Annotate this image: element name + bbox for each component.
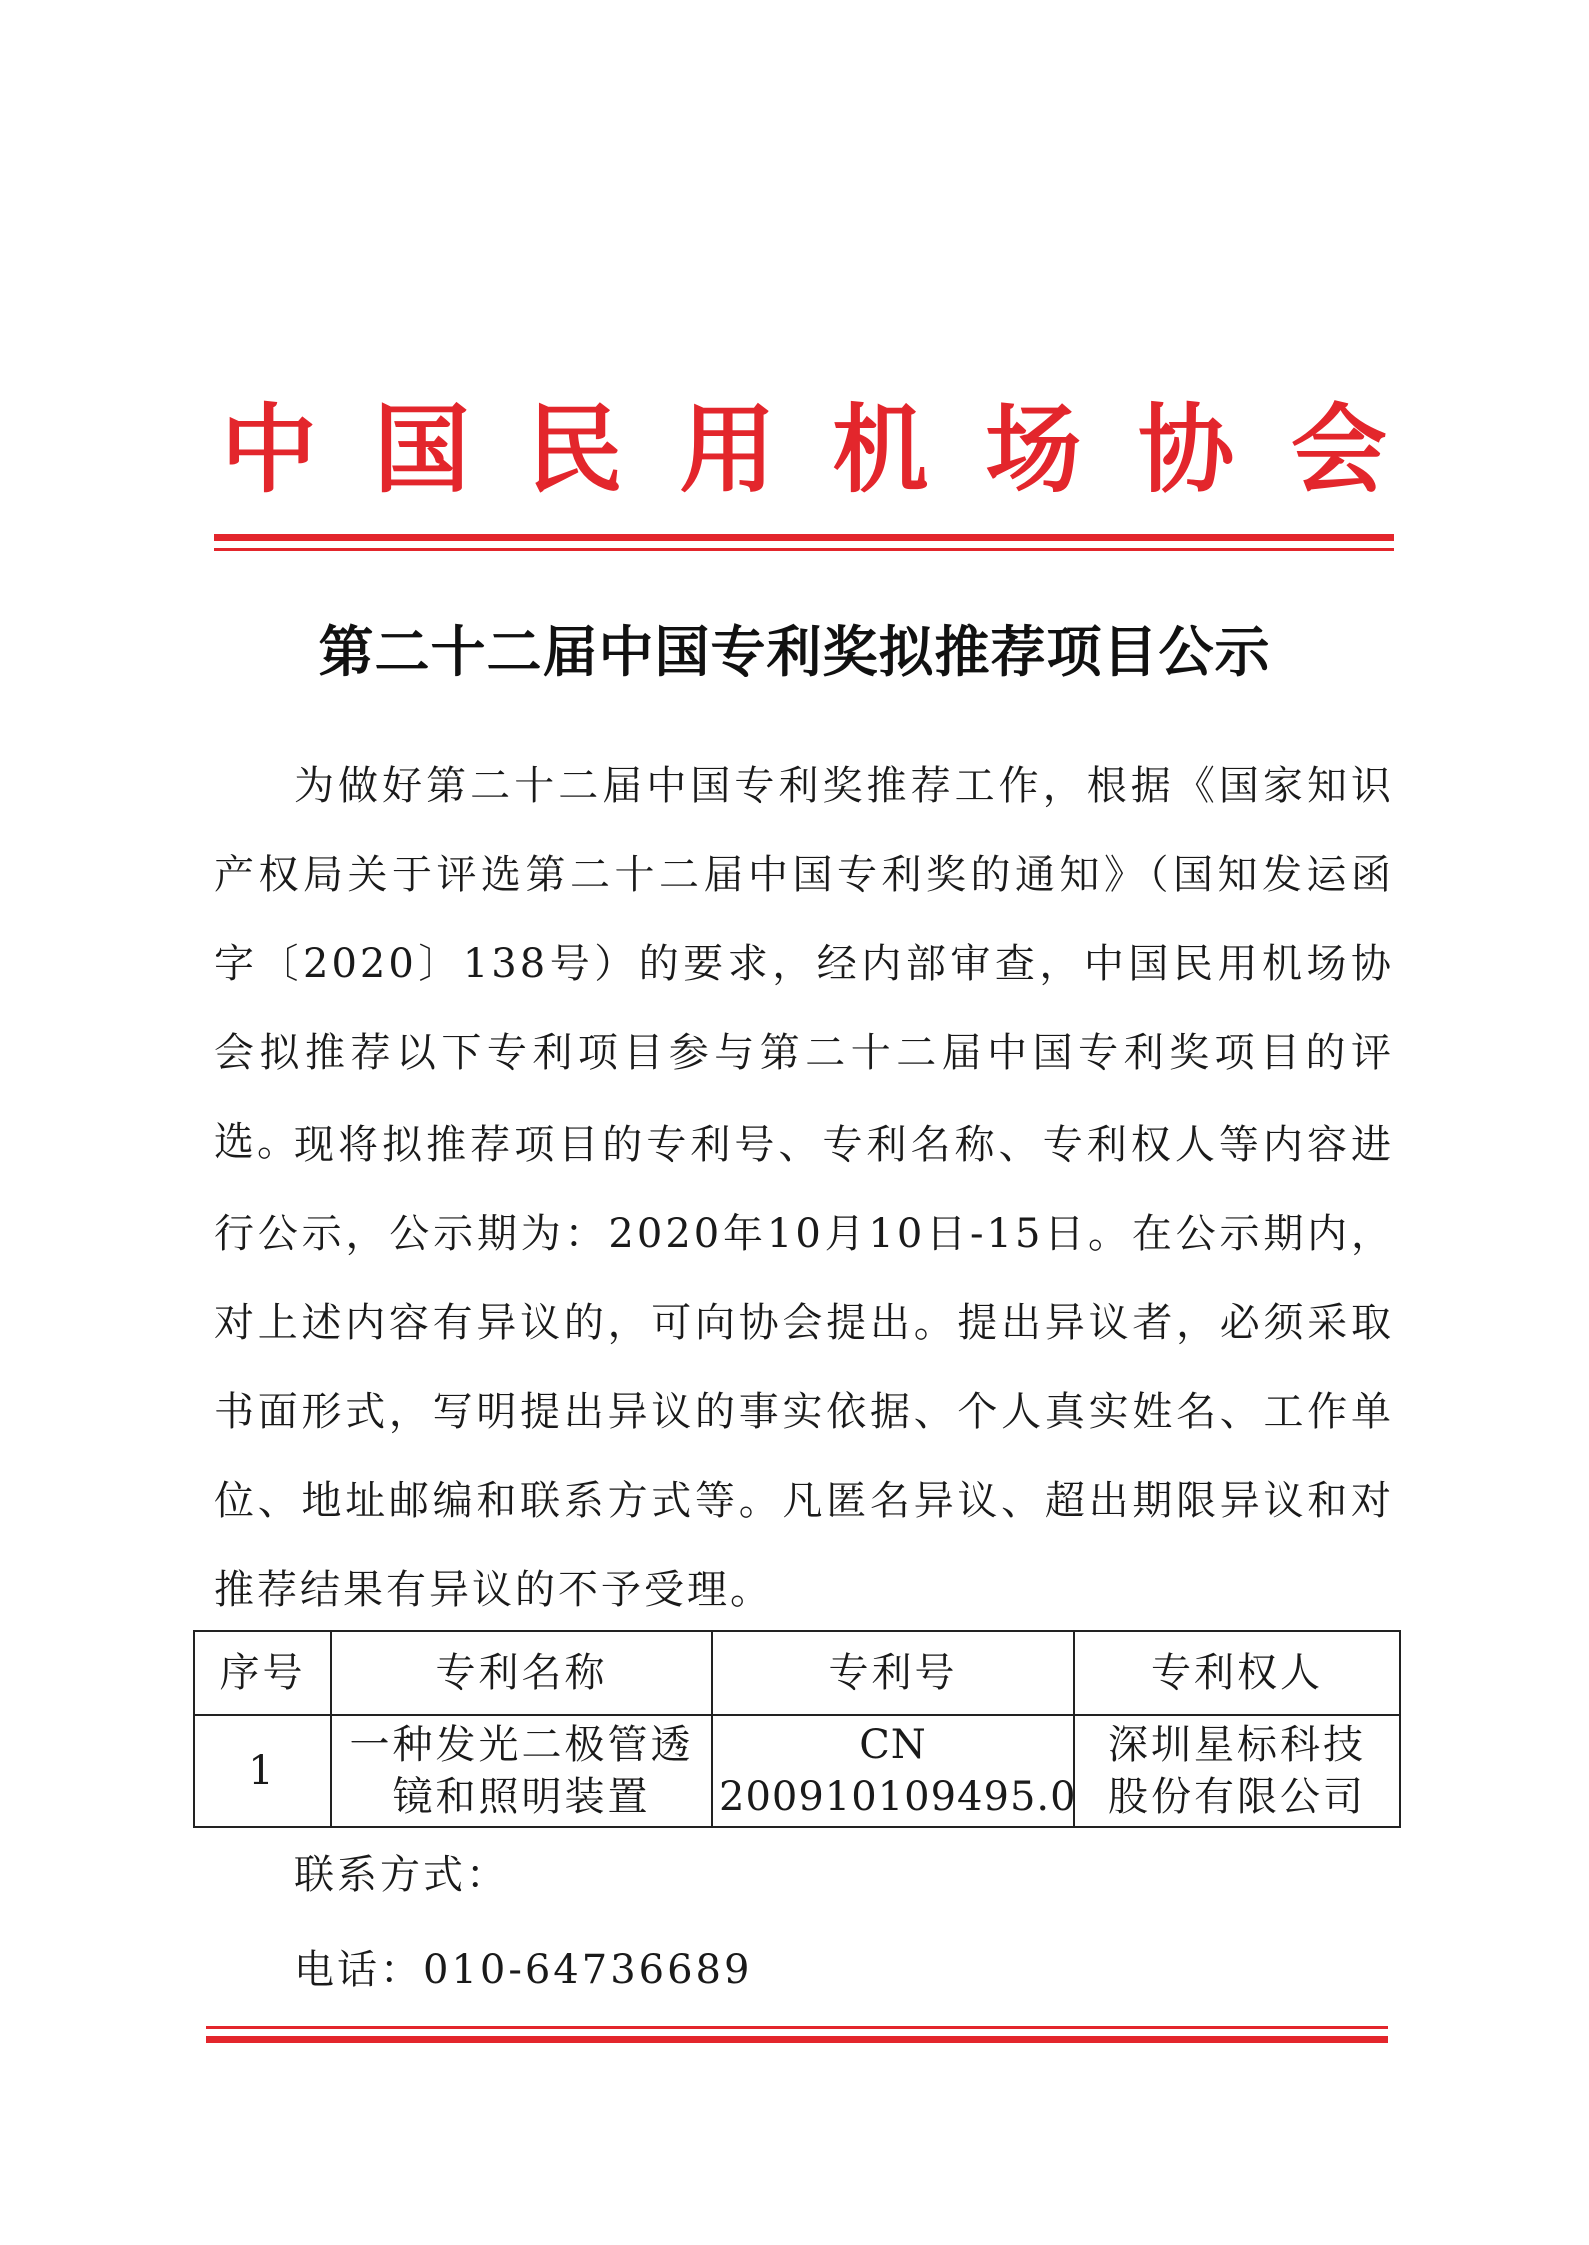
- cell-patent-holder-line: 股份有限公司: [1108, 1774, 1366, 1820]
- column-header-index: 序号: [194, 1631, 331, 1715]
- letterhead-char: 协: [1138, 393, 1235, 506]
- letterhead-char: 民: [526, 393, 623, 506]
- letterhead-org-name: [214, 395, 1394, 505]
- letterhead-char: 会: [1290, 393, 1387, 506]
- letterhead-char: 中: [221, 393, 317, 506]
- letterhead-rule-thin: [214, 548, 1394, 551]
- column-header-patent-name: 专利名称: [331, 1631, 712, 1715]
- letterhead-char: 国: [373, 393, 470, 506]
- cell-patent-name-line: 镜和照明装置: [392, 1774, 651, 1820]
- body-paragraph-intro: 为做好第二十二届中国专利奖推荐工作，根据《国家知识产权局关于评选第二十二届中国专利奖的通知》（国知发运函字〔2020〕138号）的要求，经内部审查，中国民用机场协会拟推荐以下专利项目参与第二十二届中国专利奖项目的评选。: [214, 763, 1394, 1165]
- cell-patent-holder: [1074, 1715, 1400, 1827]
- letterhead-char: 机: [832, 393, 929, 506]
- contact-phone: 电话：010-64736689: [294, 1947, 753, 1993]
- letterhead-rule-thick: [214, 534, 1394, 541]
- cell-patent-name: [331, 1715, 712, 1827]
- contact-label: 联系方式：: [294, 1852, 509, 1898]
- cell-patent-number: [712, 1715, 1077, 1827]
- cell-patent-holder-line: 深圳星标科技: [1108, 1722, 1366, 1768]
- patent-table: [193, 1630, 1401, 1828]
- table-header-row: [194, 1631, 1400, 1715]
- column-header-patent-holder: 专利权人: [1074, 1631, 1400, 1715]
- cell-index: 1: [194, 1715, 331, 1827]
- document-title: 第二十二届中国专利奖拟推荐项目公示: [318, 620, 1271, 684]
- cell-patent-name-line: 一种发光二极管透: [349, 1722, 694, 1768]
- body-paragraph-notice: 现将拟推荐项目的专利号、专利名称、专利权人等内容进行公示，公示期为：2020年10月10日-15日。在公示期内，对上述内容有异议的，可向协会提出。提出异议者，必须采取书面形式，写明提出异议的事实依据、个人真实姓名、工作单位、地址邮编和联系方式等。凡匿名异议、超出期限异议和对推荐结果有异议的不予受理。: [214, 1122, 1394, 1613]
- column-header-patent-number: 专利号: [712, 1631, 1074, 1715]
- cell-patent-number-line: CN: [859, 1722, 927, 1768]
- cell-patent-number-line: 200910109495.0: [719, 1774, 1077, 1820]
- table-row: [194, 1715, 1400, 1827]
- letterhead-char: 用: [679, 393, 776, 506]
- footer-rule-thick: [206, 2036, 1388, 2043]
- footer-rule-thin: [206, 2026, 1388, 2029]
- letterhead-char: 场: [985, 393, 1082, 506]
